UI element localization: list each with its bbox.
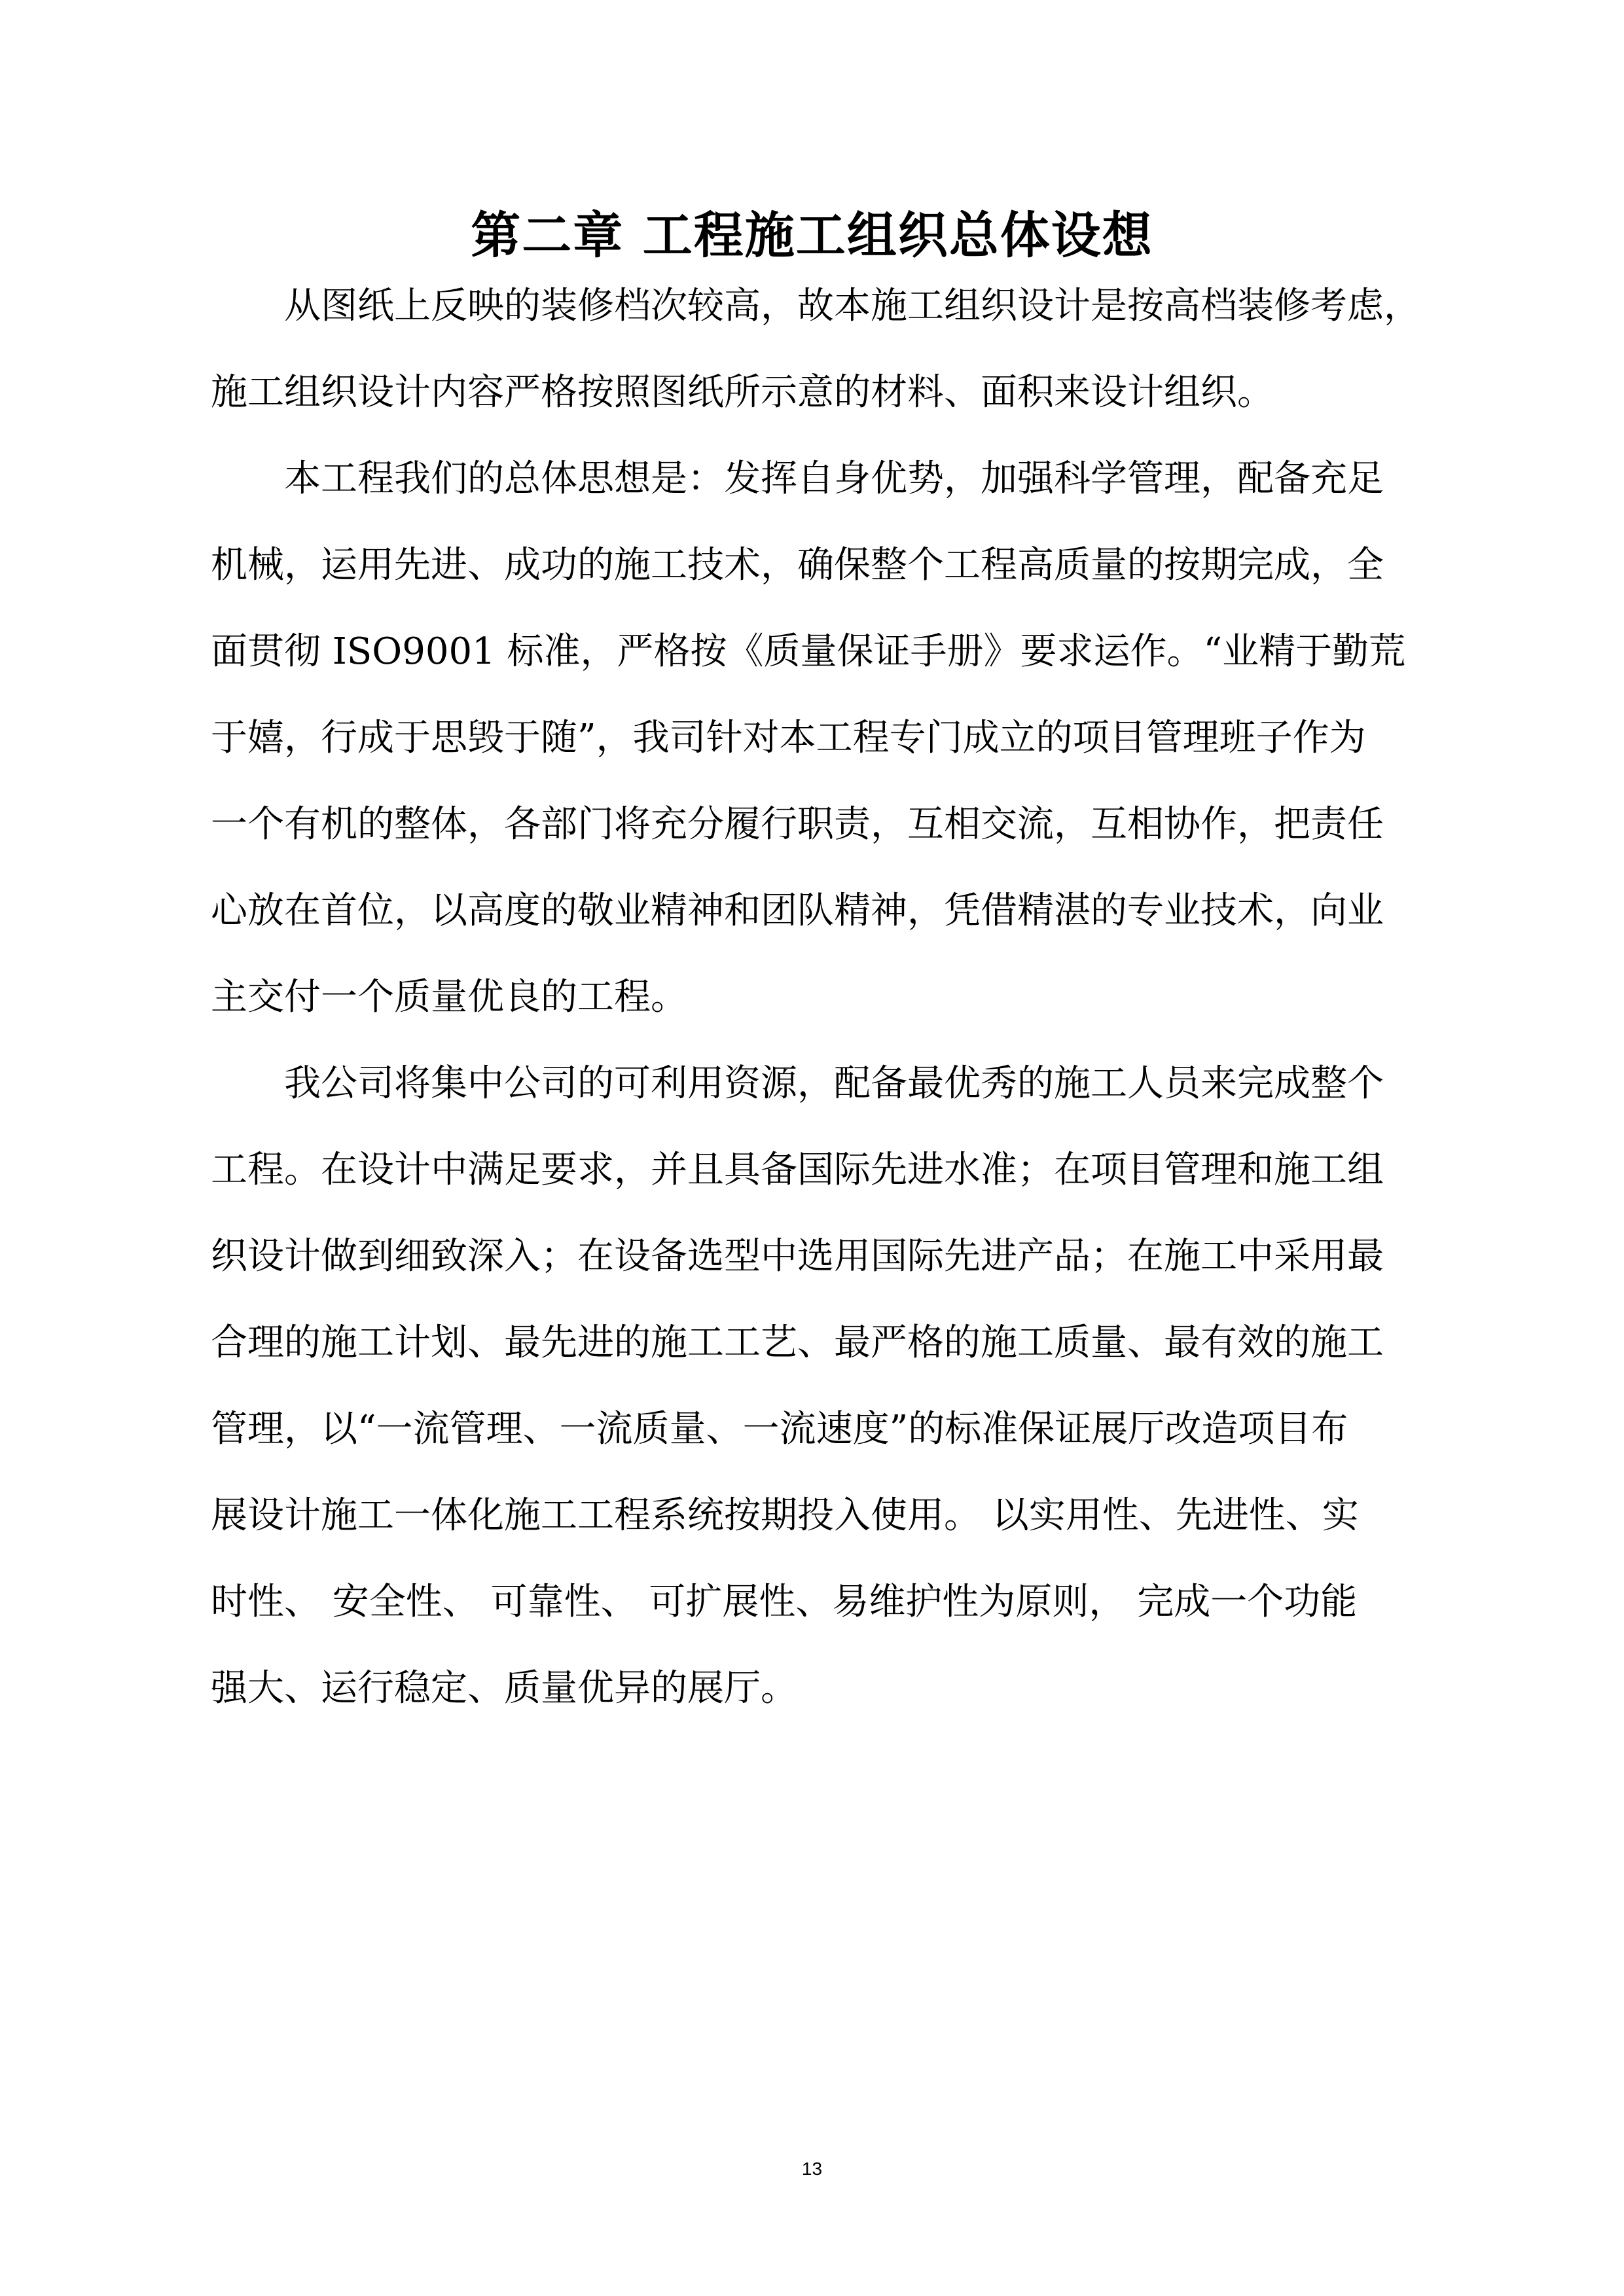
paragraph-line: 合理的施工计划、最先进的施工工艺、最严格的施工质量、最有效的施工 — [211, 1321, 1384, 1364]
paragraph-line: 于嬉，行成于思毁于随”，我司针对本工程专门成立的项目管理班子作为 — [211, 717, 1366, 759]
paragraph-line: 我公司将集中公司的可利用资源，配备最优秀的施工人员来完成整个 — [284, 1062, 1384, 1105]
paragraph-line: 施工组织设计内容严格按照图纸所示意的材料、面积来设计组织。 — [211, 371, 1274, 414]
paragraph-line: 从图纸上反映的装修档次较高，故本施工组织设计是按高档装修考虑， — [284, 285, 1420, 327]
paragraph-line: 时性、 安全性、 可靠性、 可扩展性、易维护性为原则， 完成一个功能 — [211, 1581, 1358, 1623]
paragraph-line: 心放在首位，以高度的敬业精神和团队精神，凭借精湛的专业技术，向业 — [211, 889, 1384, 932]
paragraph-line: 展设计施工一体化施工工程系统按期投入使用。 以实用性、先进性、实 — [211, 1494, 1359, 1537]
paragraph-line: 机械，运用先进、成功的施工技术，确保整个工程高质量的按期完成，全 — [211, 544, 1384, 586]
paragraph-line: 本工程我们的总体思想是：发挥自身优势，加强科学管理，配备充足 — [284, 457, 1384, 500]
paragraph-line: 面贯彻 ISO9001 标准，严格按《质量保证手册》要求运作。“业精于勤荒 — [211, 630, 1406, 673]
paragraph-line: 工程。在设计中满足要求，并且具备国际先进水准；在项目管理和施工组 — [211, 1149, 1384, 1191]
paragraph-line: 强大、运行稳定、质量优异的展厅。 — [211, 1667, 797, 1710]
paragraph-line: 织设计做到细致深入；在设备选型中选用国际先进产品；在施工中采用最 — [211, 1235, 1384, 1278]
chapter-title: 第二章 工程施工组织总体设想 — [471, 206, 1153, 264]
page-number: 13 — [801, 2159, 823, 2179]
paragraph-line: 主交付一个质量优良的工程。 — [211, 976, 687, 1018]
paragraph-line: 一个有机的整体，各部门将充分履行职责，互相交流，互相协作，把责任 — [211, 803, 1384, 846]
paragraph-line: 管理，以“一流管理、一流质量、一流速度”的标准保证展厅改造项目布 — [211, 1408, 1348, 1450]
